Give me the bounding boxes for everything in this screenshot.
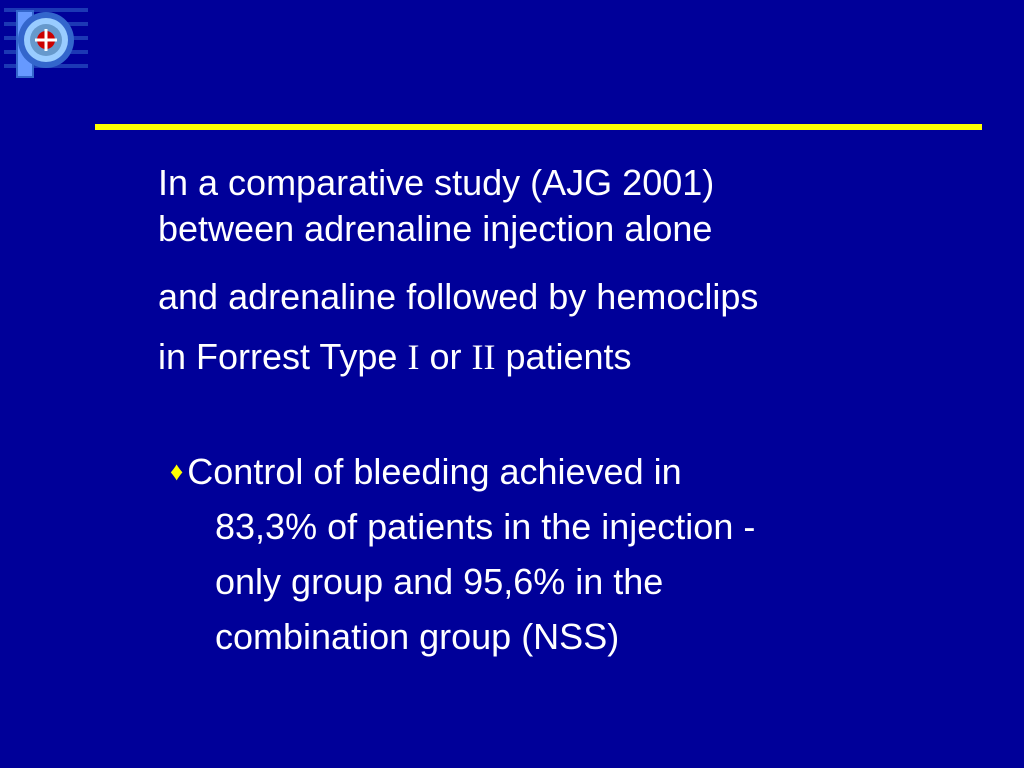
intro-line-4 xyxy=(158,336,632,378)
bullet-text-1: Control of bleeding achieved in xyxy=(187,451,682,492)
title-divider xyxy=(95,124,982,130)
bullet-line-1 xyxy=(170,444,970,499)
intro-line-2: between adrenaline injection alone xyxy=(158,208,713,249)
intro-line-3: and adrenaline followed by hemoclips xyxy=(158,276,759,317)
bullet-line-3: only group and 95,6% in the xyxy=(215,561,664,602)
diamond-bullet-icon: ♦ xyxy=(170,456,184,486)
intro-line-1: In a comparative study (AJG 2001) xyxy=(158,162,715,203)
bullet-item xyxy=(170,444,970,664)
intro-line-4-post: patients xyxy=(495,336,632,377)
bullet-line-4: combination group (NSS) xyxy=(215,616,620,657)
roman-numeral-one: I xyxy=(407,337,420,377)
institution-logo xyxy=(4,2,88,80)
bullet-line-2: 83,3% of patients in the injection - xyxy=(215,506,756,547)
roman-numeral-two: II xyxy=(471,337,496,377)
intro-line-4-pre: in Forrest Type xyxy=(158,336,408,377)
intro-line-4-mid: or xyxy=(419,336,472,377)
